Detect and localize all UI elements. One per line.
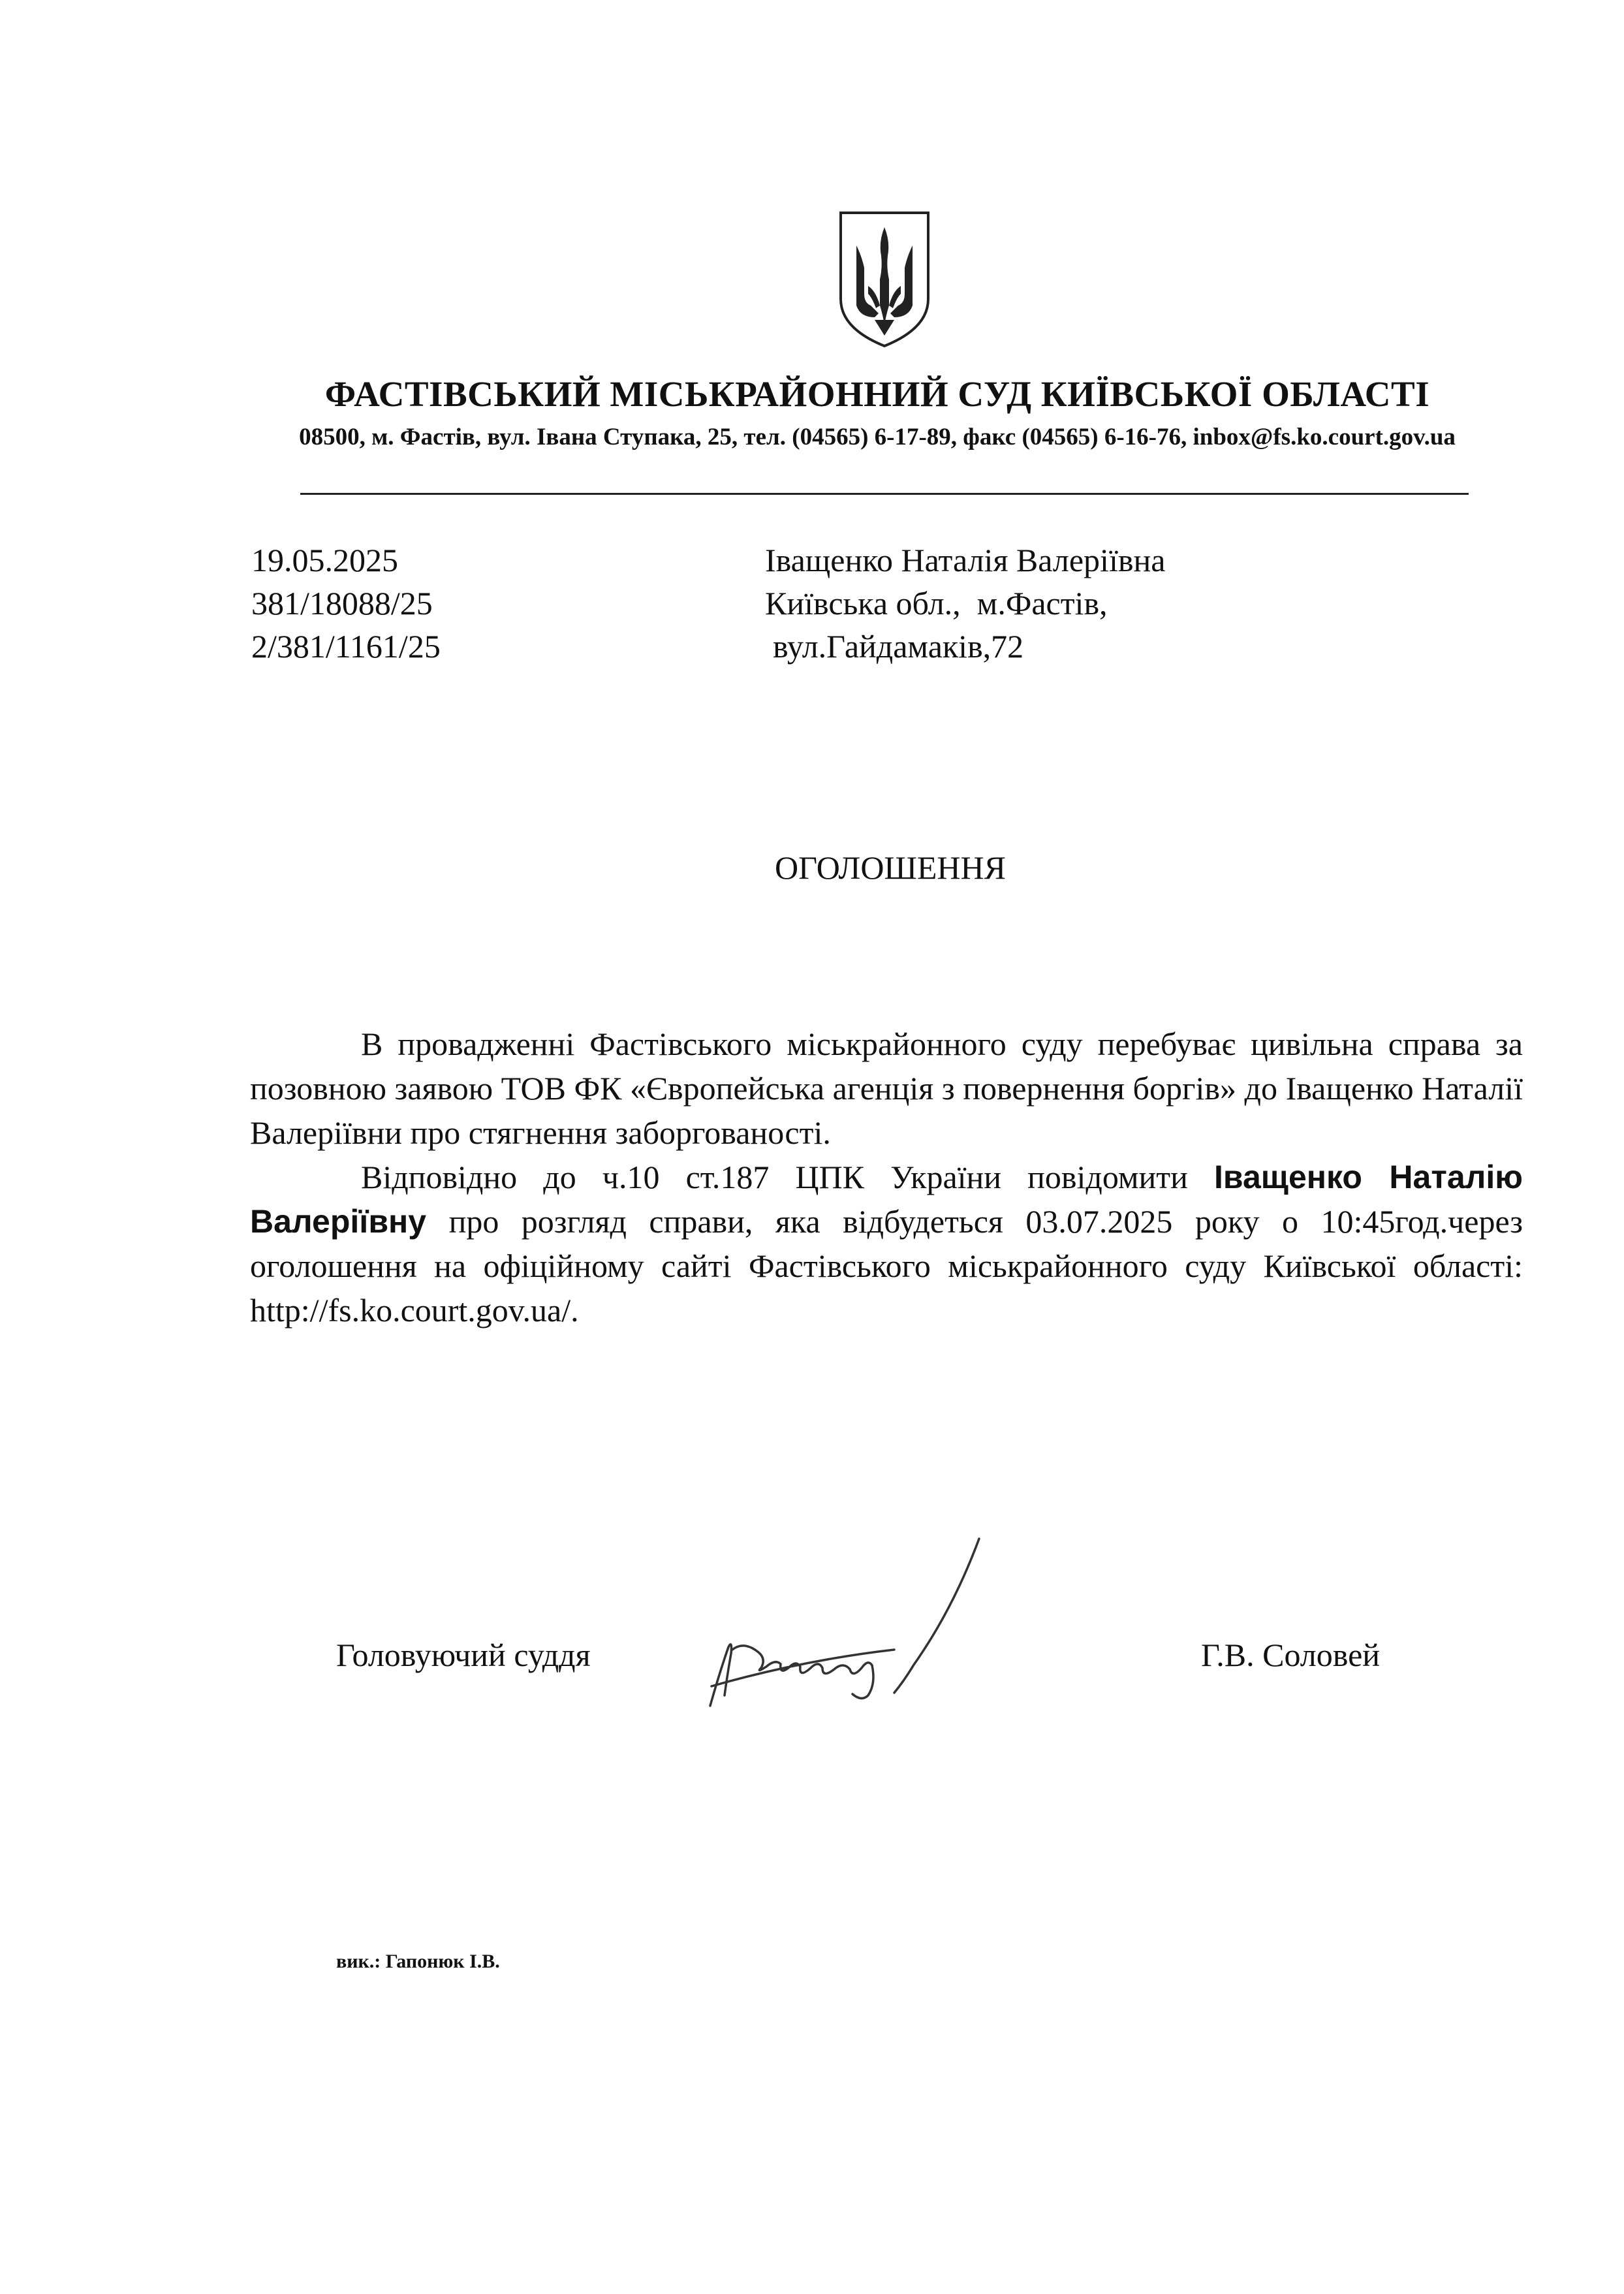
document-date: 19.05.2025: [251, 542, 398, 578]
recipient-street: вул.Гайдамаків,72: [773, 628, 1024, 665]
handwritten-signature-icon: [698, 1531, 1012, 1720]
judge-name: Г.В. Соловей: [1201, 1637, 1381, 1673]
proceeding-number: 2/381/1161/25: [251, 628, 441, 665]
case-number: 381/18088/25: [251, 585, 433, 621]
recipient-block: [765, 539, 1165, 668]
trident-emblem-icon: [835, 208, 933, 350]
court-name: ФАСТІВСЬКИЙ МІСЬКРАЙОННИЙ СУД КИЇВСЬКОЇ ОБЛАСТІ: [324, 374, 1430, 414]
header-divider: [300, 493, 1469, 495]
court-address: 08500, м. Фастів, вул. Івана Ступака, 25, тел. (04565) 6-17-89, факс (04565) 6-16-76, inbox@fs.ko.court.gov.ua: [299, 424, 1456, 450]
document-meta: [251, 539, 441, 668]
body-paragraph-1: В провадженні Фастівського міськрайонного суду перебуває цивільна справа за позовною заявою ТОВ ФК «Європейська агенція з повернення боргів» до Іващенко Наталії Валеріївни про стягнення заборгованості.: [250, 1026, 1523, 1151]
executor-note: вик.: Гапонюк І.В.: [336, 1951, 500, 1972]
recipient-region-city: Київська обл., м.Фастів,: [765, 585, 1108, 621]
paragraph-2-end: про розгляд справи, яка відбудеться 03.07.2025 року о 10:45год.через оголошення на офіційному сайті Фастівського міськрайонного суду Київської області: http://fs.ko.court.gov.ua/.: [250, 1203, 1523, 1328]
notified-person-name: Іващенко Наталію Валеріївну: [250, 1159, 1523, 1240]
recipient-name: Іващенко Наталія Валеріївна: [765, 542, 1166, 578]
document-heading: ОГОЛОШЕННЯ: [775, 849, 1006, 886]
signatory-title: Головуючий суддя: [336, 1637, 591, 1673]
document-body: [250, 1022, 1523, 1332]
paragraph-2-start: Відповідно до ч.10 ст.187 ЦПК України повідомити: [361, 1159, 1215, 1195]
body-paragraph-2: [250, 1155, 1523, 1332]
